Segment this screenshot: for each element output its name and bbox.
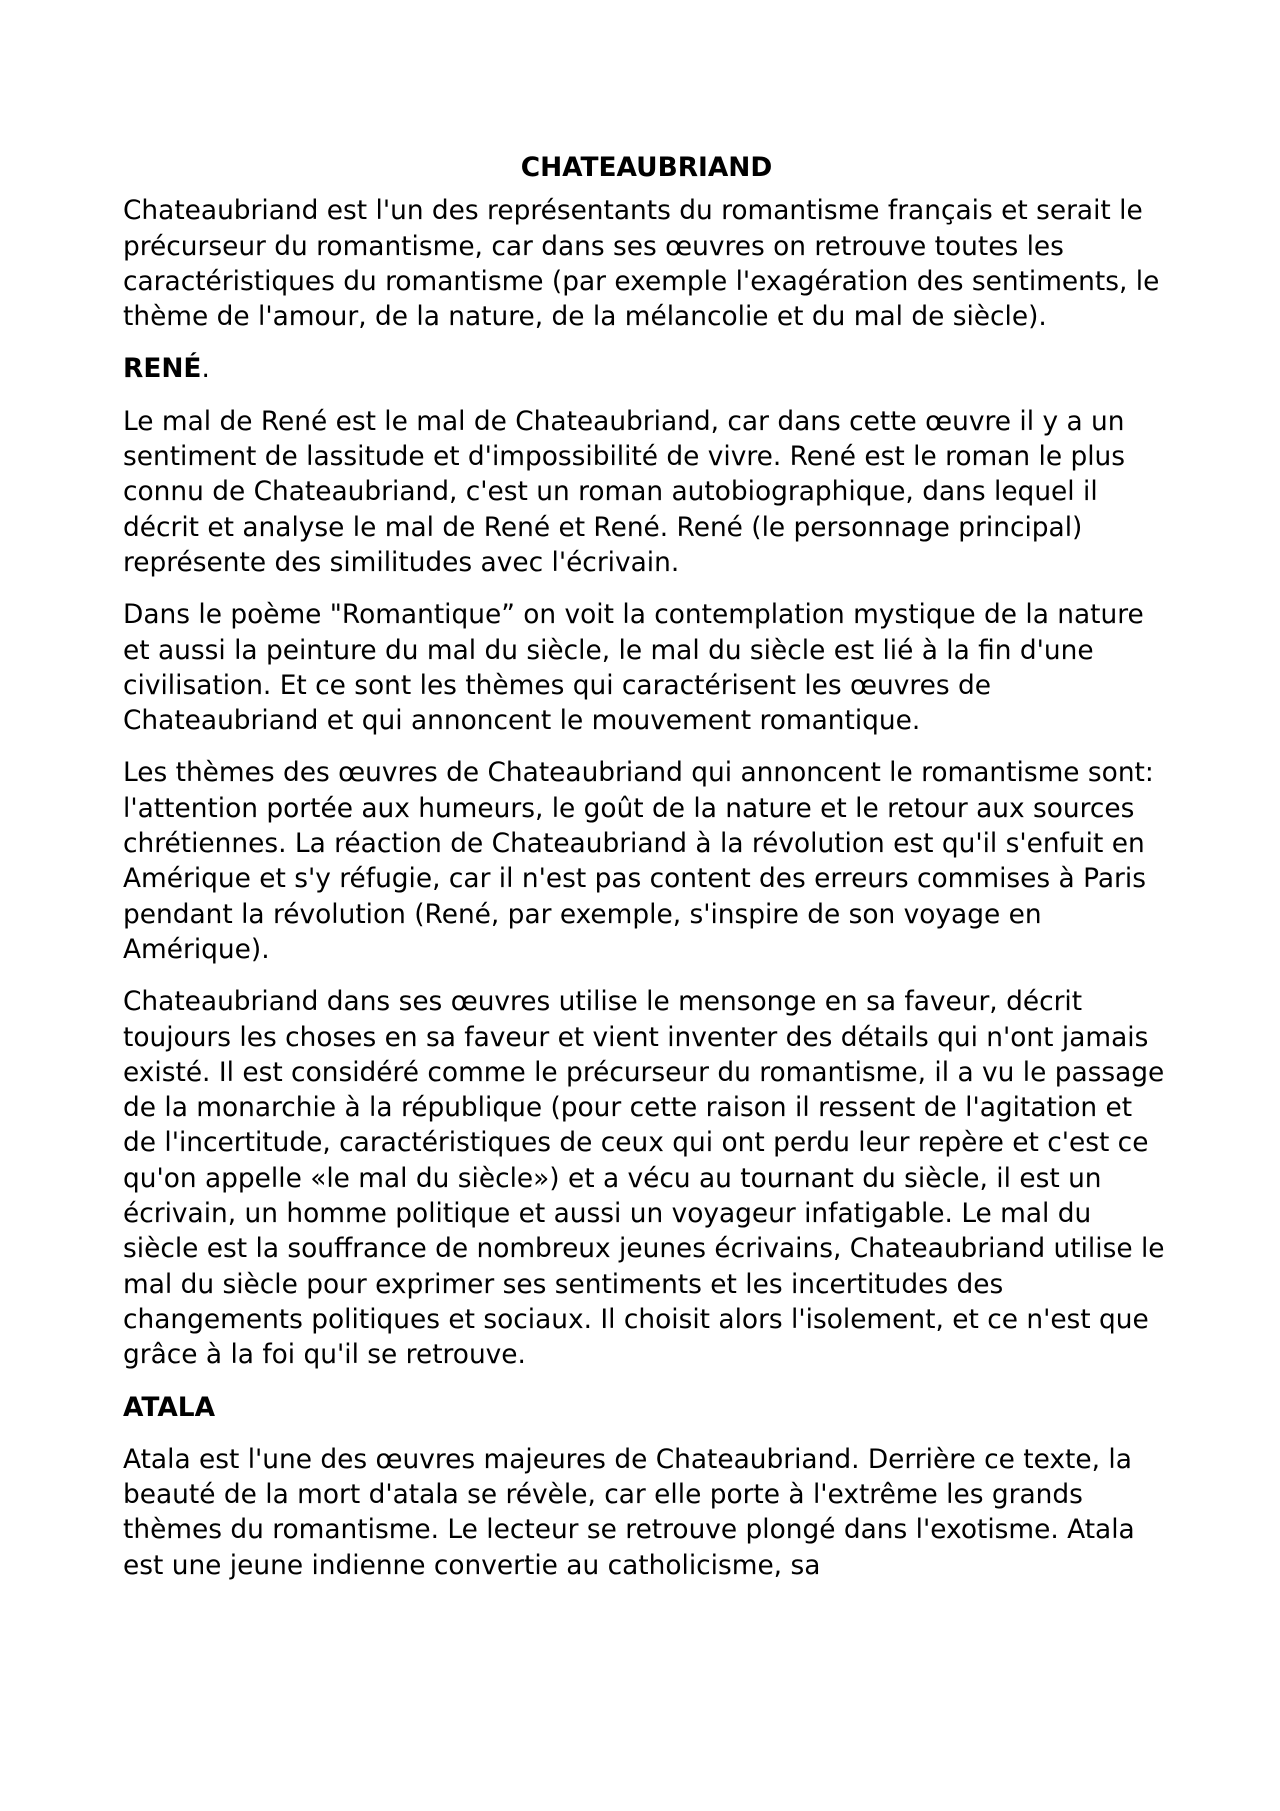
rene-paragraph-4: Chateaubriand dans ses œuvres utilise le mensonge en sa faveur, décrit toujours les choses en sa faveur et vient inventer des détails qui n'ont jamais existé. Il est considéré comme le précurseur du romantisme, il a vu le passage de la monarchie à la république (pour cette raison il ressent de l'agitation et de l'incertitude, caractéristiques de ceux qui ont perdu leur repère et c'est ce qu'on appelle «le mal du siècle») et a vécu au tournant du siècle, il est un écrivain, un homme politique et aussi un voyageur infatigable. Le mal du siècle est la souffrance de nombreux jeunes écrivains, Chateaubriand utilise le mal du siècle pour exprimer ses sentiments et les incertitudes des changements politiques et sociaux. Il choisit alors l'isolement, et ce n'est que grâce à la foi qu'il se retrouve. [123, 986, 1165, 1371]
section-heading-rene-period: . [201, 353, 210, 385]
rene-paragraph-3: Les thèmes des œuvres de Chateaubriand qui annoncent le romantisme sont: l'attention portée aux humeurs, le goût de la nature et le retour aux sources chrétiennes. La réaction de Chateaubriand à la révolution est qu'il s'enfuit en Amérique et s'y réfugie, car il n'est pas content des erreurs commises à Paris pendant la révolution (René, par exemple, s'inspire de son voyage en Amérique). [123, 757, 1154, 965]
rene-paragraph-2: Dans le poème "Romantique” on voit la contemplation mystique de la nature et aussi la peinture du mal du siècle, le mal du siècle est lié à la fin d'une civilisation. Et ce sont les thèmes qui caractérisent les œuvres de Chateaubriand et qui annoncent le mouvement romantique. [123, 599, 1144, 737]
section-heading-rene-text: RENÉ [123, 353, 202, 385]
atala-paragraph-1: Atala est l'une des œuvres majeures de Chateaubriand. Derrière ce texte, la beauté de la mort d'atala se révèle, car elle porte à l'extrême les grands thèmes du romantisme. Le lecteur se retrouve plongé dans l'exotisme. Atala est une jeune indienne convertie au catholicisme, sa [123, 1443, 1135, 1581]
intro-paragraph: Chateaubriand est l'un des représentants du romantisme français et serait le précurseur du romantisme, car dans ses œuvres on retrouve toutes les caractéristiques du romantisme (par exemple l'exagération des sentiments, le thème de l'amour, de la nature, de la mélancolie et du mal de siècle). [123, 195, 1160, 333]
document-title: CHATEAUBRIAND [520, 152, 773, 183]
document-page [123, 150, 1170, 1600]
section-heading-rene [123, 351, 1170, 386]
rene-paragraph-1: Le mal de René est le mal de Chateaubriand, car dans cette œuvre il y a un sentiment de lassitude et d'impossibilité de vivre. René est le roman le plus connu de Chateaubriand, c'est un roman autobiographique, dans lequel il décrit et analyse le mal de René et René. René (le personnage principal) représente des similitudes avec l'écrivain. [123, 405, 1126, 578]
section-heading-atala: ATALA [123, 1391, 215, 1423]
